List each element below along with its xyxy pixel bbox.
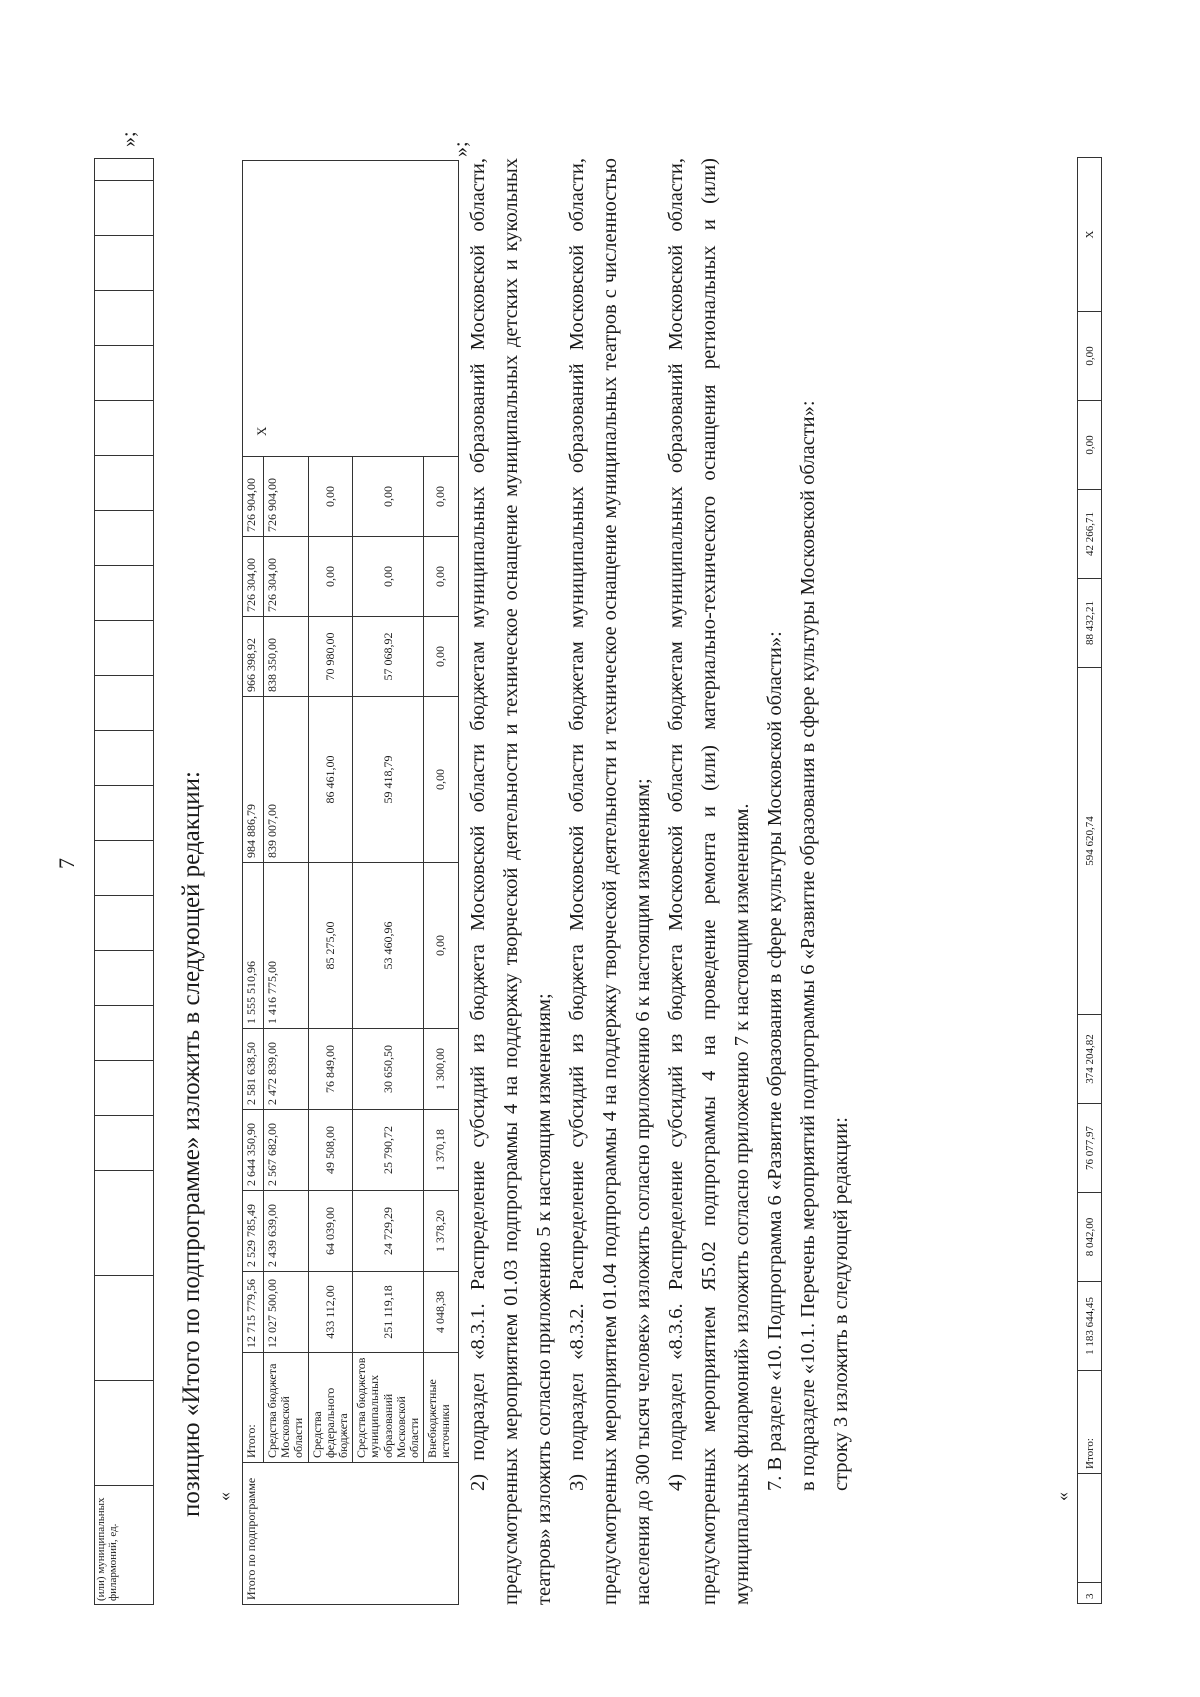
value-cell: 25 790,72	[353, 1110, 424, 1191]
value-cell: 2 529 785,49	[243, 1191, 264, 1272]
value-cell: 57 068,92	[353, 617, 424, 697]
paragraph-row-3: строку 3 изложить в следующей редакции:	[830, 1117, 852, 1491]
fragment-table	[94, 158, 154, 1605]
table-row	[95, 159, 154, 1605]
value-cell: 0,00	[424, 863, 459, 1029]
table-cell	[1078, 1474, 1102, 1583]
value-cell: 12 715 779,56	[243, 1272, 264, 1353]
paragraph-8-3-2: 3) подраздел «8.3.2. Распределение субсидий из бюджета Московской области бюджетам муниципальных образований Московской области, предусмотренных мероприятием 01.04 подпрограммы 4 на поддержку творческой деятельности и техническое оснащение муниципальных театров с численностью населения до 300 тысяч человек» изложить согласно приложению 6 к настоящим изменениям;	[566, 158, 654, 1605]
value-cell: 24 729,29	[353, 1191, 424, 1272]
value-cell: 76 077,97	[1078, 1104, 1102, 1193]
value-cell: 88 432,21	[1078, 579, 1102, 668]
paragraph-subsection-10-1: в подразделе «10.1. Перечень мероприятий подпрограммы 6 «Развитие образования в сфере культуры Московской области»:	[797, 400, 819, 1491]
value-cell: 76 849,00	[308, 1029, 353, 1110]
table-cell	[95, 1061, 154, 1116]
value-cell: 42 266,71	[1078, 490, 1102, 579]
value-cell: 839 007,00	[264, 697, 309, 863]
page-number: 7	[54, 858, 79, 869]
row-label: Средства бюджетов муниципальных образований Московской области	[353, 1353, 424, 1463]
table-cell	[95, 1276, 154, 1381]
table-cell	[95, 786, 154, 841]
fragment-closing-quote: »;	[118, 131, 140, 147]
value-cell: 30 650,50	[353, 1029, 424, 1110]
value-cell: 1 416 775,00	[264, 863, 309, 1029]
table-cell	[95, 346, 154, 401]
row-number-cell: 3	[1078, 1583, 1102, 1604]
value-cell: 1 555 510,96	[243, 863, 264, 1029]
value-cell: 12 027 500,00	[264, 1272, 309, 1353]
value-cell: 726 304,00	[264, 537, 309, 617]
value-cell: 0,00	[424, 457, 459, 537]
table-cell	[95, 401, 154, 456]
paragraph-section-10: 7. В разделе «10. Подпрограмма 6 «Развитие образования в сфере культуры Московской области»:	[764, 631, 786, 1491]
table-cell	[95, 511, 154, 566]
value-cell: 1 300,00	[424, 1029, 459, 1110]
value-cell: 49 508,00	[308, 1110, 353, 1191]
table-cell	[95, 159, 154, 181]
table-cell	[95, 291, 154, 346]
value-cell: 726 904,00	[243, 457, 264, 537]
table-cell	[95, 1381, 154, 1486]
value-cell: 0,00	[353, 537, 424, 617]
row-label: Итого:	[1078, 1371, 1102, 1474]
value-cell: 0,00	[1078, 401, 1102, 490]
value-cell: 2 581 638,50	[243, 1029, 264, 1110]
value-cell: 726 904,00	[264, 457, 309, 537]
value-cell: 966 398,92	[243, 617, 264, 697]
table-cell	[95, 456, 154, 511]
value-cell: 251 119,18	[353, 1272, 424, 1353]
value-cell: 1 378,20	[424, 1191, 459, 1272]
table-cell	[95, 1006, 154, 1061]
value-cell: 2 644 350,90	[243, 1110, 264, 1191]
value-cell: 433 112,00	[308, 1272, 353, 1353]
value-cell: 1 370,18	[424, 1110, 459, 1191]
value-cell: 70 980,00	[308, 617, 353, 697]
row-3-table	[1077, 157, 1102, 1604]
value-cell: 86 461,00	[308, 697, 353, 863]
table-cell	[95, 236, 154, 291]
table-closing-quote: »;	[450, 141, 472, 157]
table-cell	[95, 181, 154, 236]
value-cell: 2 439 639,00	[264, 1191, 309, 1272]
fragment-label: (или) муниципальных филармоний, ед.	[95, 1486, 154, 1605]
group-label-cell: Итого по подпрограмме	[243, 1463, 459, 1605]
table-row	[243, 161, 264, 1605]
table-cell	[95, 896, 154, 951]
row-label: Внебюджетные источники	[424, 1353, 459, 1463]
table-cell	[95, 951, 154, 1006]
value-cell: 726 304,00	[243, 537, 264, 617]
close-mark-cell: Х	[1078, 158, 1102, 312]
table-cell	[95, 676, 154, 731]
value-cell: 374 204,82	[1078, 1015, 1102, 1104]
value-cell: 2 567 682,00	[264, 1110, 309, 1191]
value-cell: 0,00	[308, 537, 353, 617]
paragraph-8-3-1: 2) подраздел «8.3.1. Распределение субсидий из бюджета Московской области бюджетам муниципальных образований Московской области, предусмотренных мероприятием 01.03 подпрограммы 4 на поддержку творческой деятельности и техническое оснащение муниципальных детских и кукольных театров» изложить согласно приложению 5 к настоящим изменениям;	[467, 158, 555, 1605]
subprogram-totals-table	[242, 160, 459, 1605]
value-cell: 0,00	[424, 617, 459, 697]
table-cell	[95, 621, 154, 676]
row-label: Итого:	[243, 1353, 264, 1463]
close-mark-cell: Х	[243, 161, 459, 457]
value-cell: 1 183 644,45	[1078, 1282, 1102, 1371]
row-label: Средства бюджета Московской области	[264, 1353, 309, 1463]
value-cell: 8 042,00	[1078, 1193, 1102, 1282]
value-cell: 0,00	[1078, 312, 1102, 401]
value-cell: 594 620,74	[1078, 668, 1102, 1015]
table-cell	[95, 566, 154, 621]
value-cell: 984 886,79	[243, 697, 264, 863]
table-cell	[95, 1116, 154, 1171]
table-cell	[95, 841, 154, 896]
value-cell: 53 460,96	[353, 863, 424, 1029]
open-quote-2: «	[1052, 1492, 1072, 1501]
value-cell: 64 039,00	[308, 1191, 353, 1272]
value-cell: 2 472 839,00	[264, 1029, 309, 1110]
table-row	[1078, 158, 1102, 1604]
paragraph-8-3-6: 4) подраздел «8.3.6. Распределение субсидий из бюджета Московской области бюджетам муниципальных образований Московской области, предусмотренных мероприятием Я5.02 подпрограммы 4 на проведение ремонта и (или) материально-технического оснащения региональных и (или) муниципальных филармоний» изложить согласно приложению 7 к настоящим изменениям.	[665, 158, 753, 1605]
value-cell: 0,00	[308, 457, 353, 537]
body-text	[462, 158, 858, 1605]
row-label: Средства федерального бюджета	[308, 1353, 353, 1463]
table-cell	[95, 731, 154, 786]
value-cell: 0,00	[424, 537, 459, 617]
value-cell: 0,00	[353, 457, 424, 537]
value-cell: 838 350,00	[264, 617, 309, 697]
value-cell: 59 418,79	[353, 697, 424, 863]
table-cell	[95, 1171, 154, 1276]
value-cell: 85 275,00	[308, 863, 353, 1029]
open-quote: «	[214, 1492, 234, 1501]
value-cell: 0,00	[424, 697, 459, 863]
value-cell: 4 048,38	[424, 1272, 459, 1353]
intro-line: позицию «Итого по подпрограмме» изложить в следующей редакции:	[178, 771, 205, 1517]
